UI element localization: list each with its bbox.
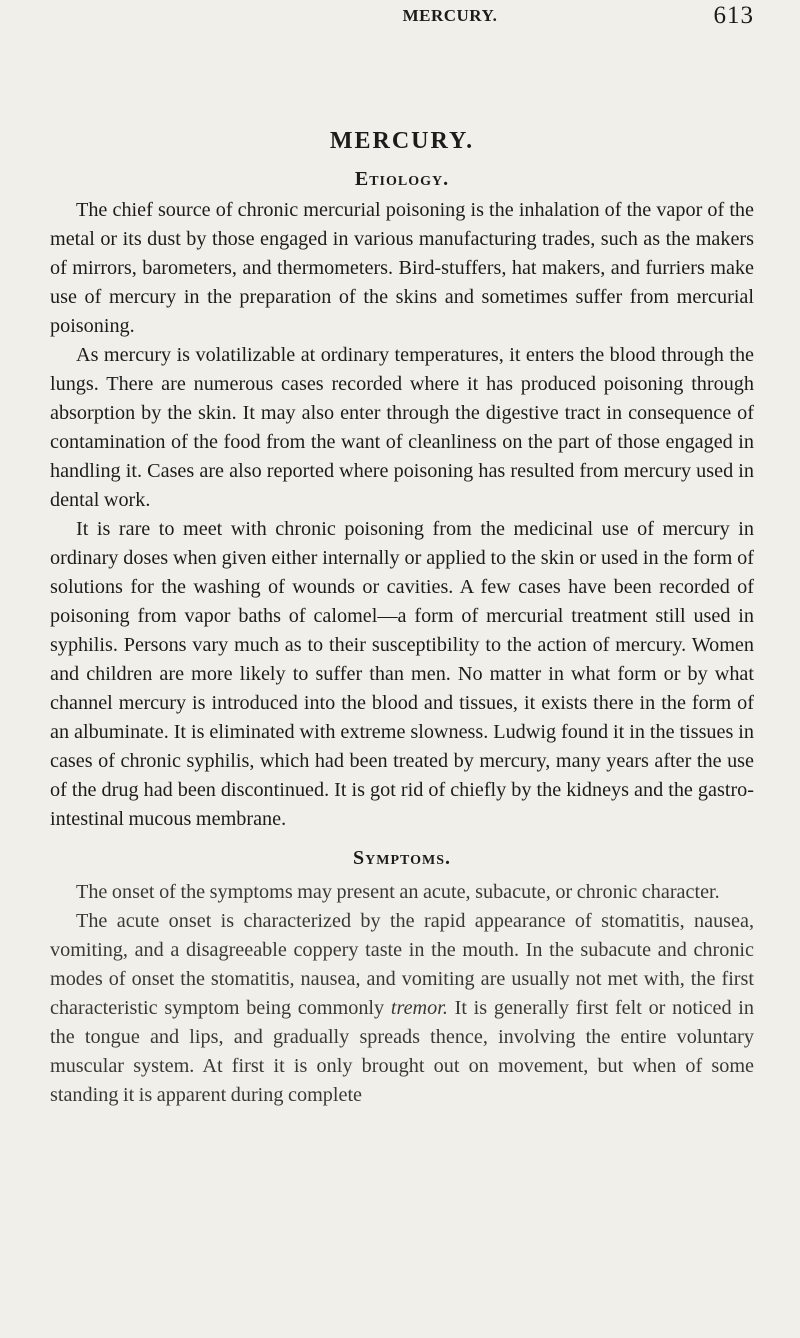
running-head-title: MERCURY. xyxy=(402,6,498,25)
paragraph-with-emphasis xyxy=(50,907,754,1110)
chapter-title: MERCURY. xyxy=(329,128,475,154)
paragraph: The onset of the symptoms may present an acute, subacute, or chronic character. xyxy=(76,881,720,903)
paragraph-continuation: It is generally first felt or noticed in the tongue and lips, and gradually spreads thence, involving the entire voluntary muscular system. At first it is only brought out on movement, but when of some standing it is apparent during complete xyxy=(50,997,754,1106)
paragraph: The chief source of chronic mercurial poisoning is the inhalation of the vapor of the metal or its dust by those engaged in various manufacturing trades, such as the makers of mirrors, barometers, and thermometers. Bird-stuffers, hat makers, and furriers make use of mercury in the preparation of the skins and sometimes suffer from mercurial poisoning. xyxy=(50,199,754,337)
paragraph: As mercury is volatilizable at ordinary temperatures, it enters the blood through the lungs. There are numerous cases recorded where it has produced poisoning through absorption by the skin. It may also enter through the digestive tract in consequence of contamination of the food from the want of cleanliness on the part of those engaged in handling it. Cases are also reported where poisoning has resulted from mercury used in dental work. xyxy=(50,344,754,511)
paragraph-text: The acute onset is characterized by the rapid appearance of stomatitis, nausea, vomiting, and a disagreeable coppery taste in the mouth. In the subacute and chronic modes of onset the stomatitis, nausea, and vomiting are usually not met with, the first characteristic symptom being commonly xyxy=(50,910,754,1019)
symptoms-body xyxy=(50,878,754,1110)
emphasis-term: tremor. xyxy=(390,997,448,1019)
section-heading-symptoms: Symptoms. xyxy=(353,847,451,869)
page-number: 613 xyxy=(713,2,754,29)
running-head xyxy=(50,0,754,40)
etiology-body xyxy=(50,196,754,834)
paragraph: It is rare to meet with chronic poisoning from the medicinal use of mercury in ordinary doses when given either internally or applied to the skin or used in the form of solutions for the washing of wounds or cavities. A few cases have been recorded of poisoning from vapor baths of calomel—a form of mercurial treatment still used in syphilis. Persons vary much as to their susceptibility to the action of mercury. Women and children are more likely to suffer than men. No matter in what form or by what channel mercury is introduced into the blood and tissues, it exists there in the form of an albuminate. It is eliminated with extreme slowness. Ludwig found it in the tissues in cases of chronic syphilis, which had been treated by mercury, many years after the use of the drug had been discontinued. It is got rid of chiefly by the kidneys and the gastro-intestinal mucous membrane. xyxy=(50,518,754,830)
section-heading-etiology: Etiology. xyxy=(354,168,450,190)
